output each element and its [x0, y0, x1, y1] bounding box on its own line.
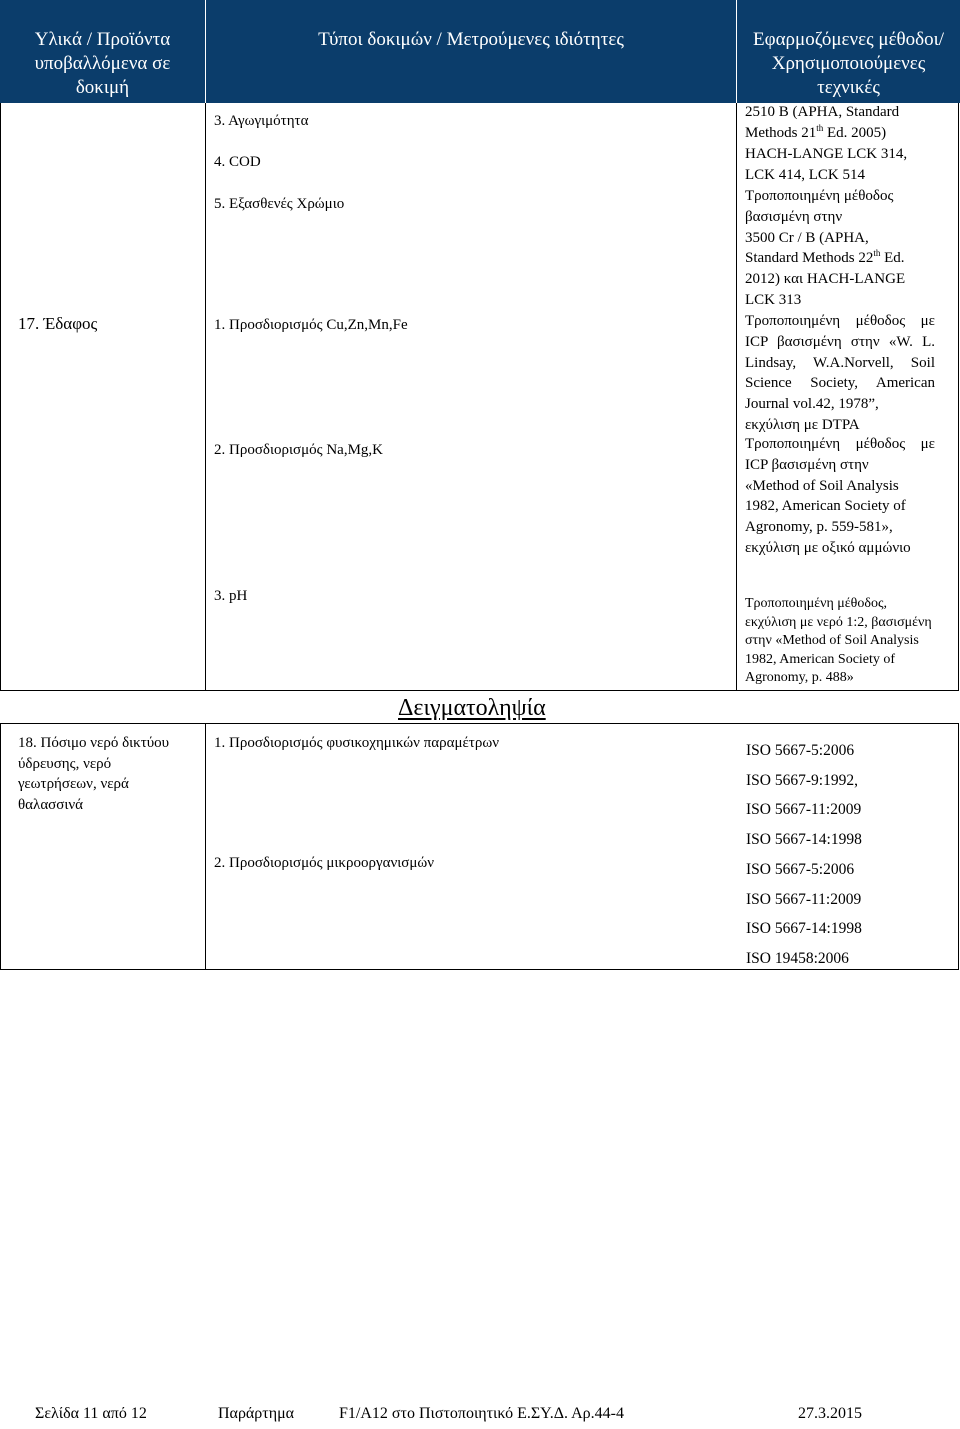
iso-method: ISO 5667-14:1998: [746, 830, 862, 848]
header-materials-line: Υλικά / Προϊόντα: [34, 29, 171, 50]
method-line: εκχύλιση με DTPA: [745, 416, 860, 433]
test-soil-cations: 2. Προσδιορισμός Na,Mg,K: [214, 442, 384, 458]
section-title-sampling: Δειγματοληψία: [398, 695, 546, 721]
method-line: 3500 Cr / B (APHA,: [745, 229, 869, 246]
iso-method: ISO 5667-11:2009: [746, 890, 862, 908]
table-border-col1: [205, 103, 206, 690]
test-soil-ph: 3. pH: [214, 588, 248, 604]
table-border-bottom: [0, 690, 959, 691]
header-methods-line: Χρησιμοποιούμενες: [771, 53, 926, 74]
method-line: 1982, American Society of: [745, 498, 906, 515]
material-line: θαλασσινά: [18, 796, 84, 813]
iso-method: ISO 5667-9:1992,: [746, 771, 858, 789]
method-line: στην «Method of Soil Analysis: [745, 633, 919, 649]
method-line: Methods 21th Ed. 2005): [745, 122, 887, 141]
iso-method: ISO 5667-5:2006: [746, 861, 855, 878]
test-conductivity: 3. Αγωγιμότητα: [214, 113, 309, 129]
table-border-col2: [736, 103, 737, 690]
footer-page-number: Σελίδα 11 από 12: [35, 1405, 147, 1422]
iso-method: ISO 19458:2006: [746, 949, 849, 967]
header-methods-line: τεχνικές: [817, 77, 880, 98]
header-tests-label: Τύποι δοκιμών / Μετρούμενες ιδιότητες: [318, 29, 624, 50]
method-line: βασισμένη στην: [745, 208, 843, 225]
sampling-border-left: [0, 723, 1, 970]
footer-certificate: F1/A12 στο Πιστοποιητικό Ε.ΣΥ.Δ. Αρ.44-4: [339, 1405, 624, 1422]
test-chromium: 5. Εξασθενές Χρώμιο: [214, 196, 345, 212]
method-line: εκχύλιση με οξικό αμμώνιο: [745, 539, 911, 556]
iso-method: ISO 5667-14:1998: [746, 920, 862, 937]
method-line: LCK 414, LCK 514: [745, 166, 865, 183]
material-drinking-water: [18, 733, 169, 815]
method-line: Standard Methods 22th Ed.: [745, 248, 905, 267]
header-cell-tests: [206, 0, 736, 103]
header-materials-line: δοκιμή: [75, 77, 130, 98]
header-materials-line: υποβαλλόμενα σε: [34, 53, 171, 74]
method-line: Τροποποιημένη μέθοδος με: [745, 436, 935, 452]
method-line: Lindsay, W.A.Norvell, Soil: [745, 354, 935, 371]
material-soil: 17. Έδαφος: [18, 314, 98, 333]
method-line: Journal vol.42, 1978”,: [745, 396, 879, 413]
method-line: Agronomy, p. 559-581»,: [745, 519, 893, 536]
sampling-border-right: [958, 723, 959, 970]
material-line: γεωτρήσεων, νερά: [18, 776, 129, 793]
sampling-border-top: [0, 723, 959, 724]
method-soil-metals: [745, 311, 935, 436]
material-line: 18. Πόσιμο νερό δικτύου: [18, 735, 170, 751]
test-soil-metals: 1. Προσδιορισμός Cu,Zn,Mn,Fe: [214, 317, 408, 333]
footer-annex: Παράρτημα: [218, 1405, 295, 1422]
method-line: Τροποποιημένη μέθοδος,: [745, 596, 888, 611]
test-physchem: 1. Προσδιορισμός φυσικοχημικών παραμέτρων: [214, 735, 499, 751]
iso-method: ISO 5667-11:2009: [746, 801, 862, 818]
method-line: 2510 B (APHA, Standard: [745, 104, 900, 120]
iso-method: ISO 5667-5:2006: [746, 742, 855, 759]
test-micro: 2. Προσδιορισμός μικροοργανισμών: [214, 855, 435, 871]
sampling-border-col1: [205, 723, 206, 970]
method-soil-cations: [745, 434, 935, 559]
method-line: «Method of Soil Analysis: [745, 477, 899, 494]
header-methods-line: Εφαρμοζόμενες μέθοδοι/: [753, 29, 944, 50]
method-line: ICP βασισμένη στην «W. L.: [745, 333, 935, 350]
method-line: 2012) και HACH-LANGE: [745, 271, 906, 288]
method-line: εκχύλιση με νερό 1:2, βασισμένη: [745, 614, 932, 630]
methods-micro: [746, 855, 862, 973]
footer-date: 27.3.2015: [798, 1405, 862, 1422]
header-cell-methods: [737, 0, 960, 103]
table-border-left: [0, 103, 1, 690]
method-line: Science Society, American: [745, 375, 935, 392]
method-line: 1982, American Society of: [745, 651, 896, 667]
method-soil-ph: [745, 595, 932, 688]
method-line: ICP βασισμένη στην: [745, 456, 869, 473]
method-line: Τροποποιημένη μέθοδος: [745, 188, 894, 204]
method-cod: [745, 144, 907, 186]
method-line: LCK 313: [745, 291, 802, 308]
header-cell-materials: [0, 0, 205, 103]
material-line: ύδρευσης, νερό: [18, 755, 112, 772]
method-conductivity: [745, 102, 899, 144]
table-border-right: [958, 103, 959, 690]
method-line: Agronomy, p. 488»: [745, 670, 854, 686]
method-line: Τροποποιημένη μέθοδος με: [745, 313, 935, 329]
test-cod: 4. COD: [214, 154, 261, 170]
method-chromium: [745, 186, 905, 311]
method-line: HACH-LANGE LCK 314,: [745, 146, 908, 162]
methods-physchem: [746, 736, 862, 854]
